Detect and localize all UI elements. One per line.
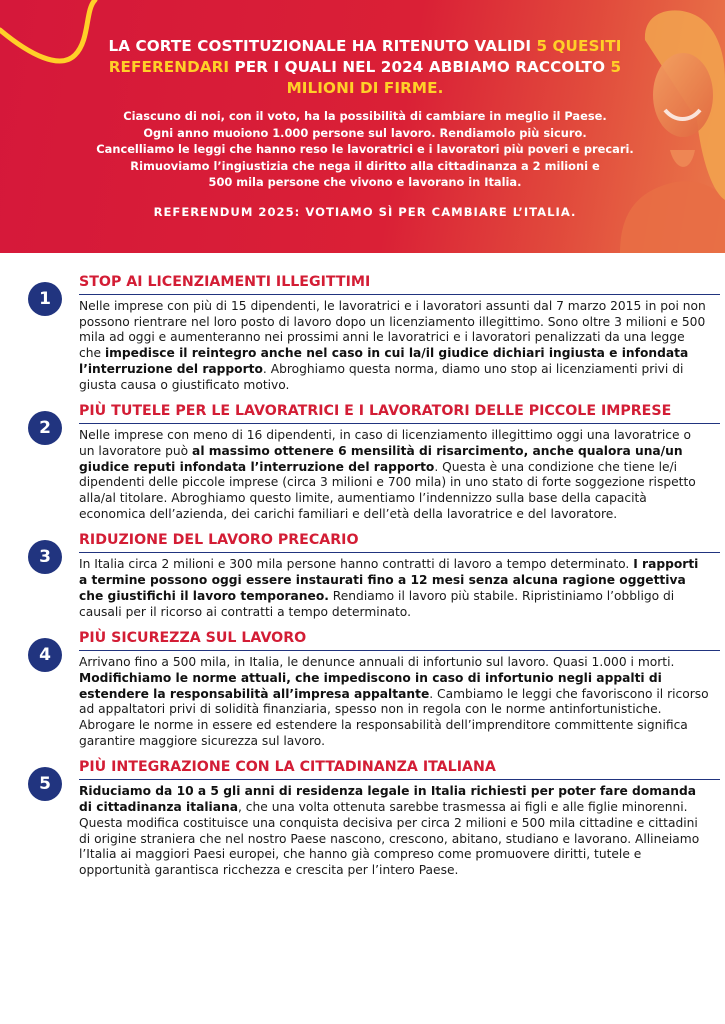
emphasized-text: Riduciamo da 10 a 5 gli anni di residenza legale in Italia richiesti per poter fare domanda di cittadinanza italiana (79, 784, 697, 815)
section-title: STOP AI LICENZIAMENTI ILLEGITTIMI (79, 272, 720, 295)
hero-line: Ogni anno muoiono 1.000 persone sul lavoro. Rendiamolo più sicuro. (143, 125, 587, 140)
body-text: Rendiamo il lavoro più stabile. Ripristiniamo l’obbligo di causali per il ricorso ai contratti a tempo determinato. (79, 588, 675, 619)
number-badge: 3 (28, 540, 62, 574)
emphasized-text: impedisce il reintegro anche nel caso in cui la/il giudice dichiari ingiusta e infondata l’interruzione del rapporto (79, 346, 689, 376)
referendum-questions (28, 272, 724, 887)
section-body (79, 299, 709, 393)
body-text: Nelle imprese con meno di 16 dipendenti, in caso di licenziamento illegittimo oggi una lavoratrice o un lavoratore può (79, 428, 691, 458)
number-badge: 2 (28, 411, 62, 445)
question-3 (28, 530, 724, 620)
section-title: PIÙ INTEGRAZIONE CON LA CITTADINANZA ITALIANA (79, 757, 720, 780)
question-2 (28, 401, 724, 522)
body-text: Arrivano fino a 500 mila, in Italia, le denunce annuali di infortunio sul lavoro. Quasi 1.000 i morti. (79, 655, 675, 670)
hero-line: Cancelliamo le leggi che hanno reso le lavoratrici e i lavoratori più poveri e precari. (96, 142, 634, 157)
section-body (79, 655, 709, 749)
body-text: , che una volta ottenuta sarebbe trasmessa ai figli e alle figlie minorenni. Questa modifica costituisce una conquista decisiva per circa 2 milioni e 500 mila cittadine e cittadini di origine straniera che nel nostro Paese nascono, crescono, abitano, studiano e lavorano. Allineiamo l’Italia ai maggiori Paesi europei, che hanno già compreso come promuovere diritti, tutele e opportunità garantisca ricchezza e crescita per l’intero Paese. (79, 800, 700, 877)
section-body (79, 557, 709, 620)
body-text: . Questa è una condizione che tiene le/i dipendenti delle piccole imprese (circa 3 milioni e 700 mila) in uno stato di forte soggezione rispetto alla/al titolare. Abroghiamo questo limite, aumentiamo l’indennizzo sulla base della capacità economica dell’azienda, dei carichi familiari e dell’età della lavoratrice e del lavoratore. (79, 459, 696, 521)
hero-banner (0, 0, 725, 253)
section-title: PIÙ SICUREZZA SUL LAVORO (79, 628, 720, 651)
hero-title: LA CORTE COSTITUZIONALE HA RITENUTO VALIDI 5 QUESITI REFERENDARI PER I QUALI NEL 2024 ABBIAMO RACCOLTO 5 MILIONI DI FIRME. (108, 37, 622, 97)
number-badge: 1 (28, 282, 62, 316)
emphasized-text: I rapporti a termine possono oggi essere instaurati fino a 12 mesi senza alcuna ragione oggettiva che giustifichi il lavoro temporaneo. (79, 557, 699, 603)
question-1 (28, 272, 724, 393)
body-text: In Italia circa 2 milioni e 300 mila persone hanno contratti di lavoro a tempo determinato. (79, 557, 634, 572)
question-4 (28, 628, 724, 749)
emphasized-text: al massimo ottenere 6 mensilità di risarcimento, anche qualora una/un giudice reputi infondata l’interruzione del rapporto (79, 443, 683, 474)
hero-text (95, 36, 635, 219)
section-title: RIDUZIONE DEL LAVORO PRECARIO (79, 530, 720, 553)
body-text: . Abroghiamo questa norma, diamo uno stop ai licenziamenti privi di giusta causa o giustificato motivo. (79, 361, 684, 392)
number-badge: 4 (28, 638, 62, 672)
question-5 (28, 757, 724, 878)
hero-line: Rimuoviamo l’ingiustizia che nega il diritto alla cittadinanza a 2 milioni e 500 mila persone che vivono e lavorano in Italia. (130, 158, 600, 190)
section-body (79, 784, 709, 878)
section-body (79, 428, 709, 522)
body-text: . Cambiamo le leggi che favoriscono il ricorso ad appaltatori privi di solidità finanziaria, spesso non in regola con le norme antinfortunistiche. Abrogare le norme in essere ed estendere la responsabilità dell’imprenditore committente significa garantire maggiore sicurezza sul lavoro. (79, 686, 709, 748)
hero-line: Ciascuno di noi, con il voto, ha la possibilità di cambiare in meglio il Paese. (123, 109, 607, 123)
emphasized-text: Modifichiamo le norme attuali, che impediscono in caso di infortunio negli appalti di estendere la responsabilità all’impresa appaltante (79, 670, 662, 701)
body-text: Nelle imprese con più di 15 dipendenti, le lavoratrici e i lavoratori assunti dal 7 marzo 2015 in poi non possono rientrare nel loro posto di lavoro dopo un licenziamento illegittimo. Sono oltre 3 milioni e 500 mila ad oggi e aumenteranno nei prossimi anni le lavoratrici e i lavoratori penalizzati da una legge che (79, 299, 706, 361)
section-title: PIÙ TUTELE PER LE LAVORATRICI E I LAVORATORI DELLE PICCOLE IMPRESE (79, 401, 720, 424)
number-badge: 5 (28, 767, 62, 801)
hero-intro (95, 108, 635, 191)
highlight-quesiti: 5 QUESITI REFERENDARI (108, 37, 622, 76)
referendum-motto: REFERENDUM 2025: VOTIAMO SÌ PER CAMBIARE L’ITALIA. (153, 204, 577, 219)
highlight-firme: 5 MILIONI DI FIRME. (286, 58, 622, 97)
